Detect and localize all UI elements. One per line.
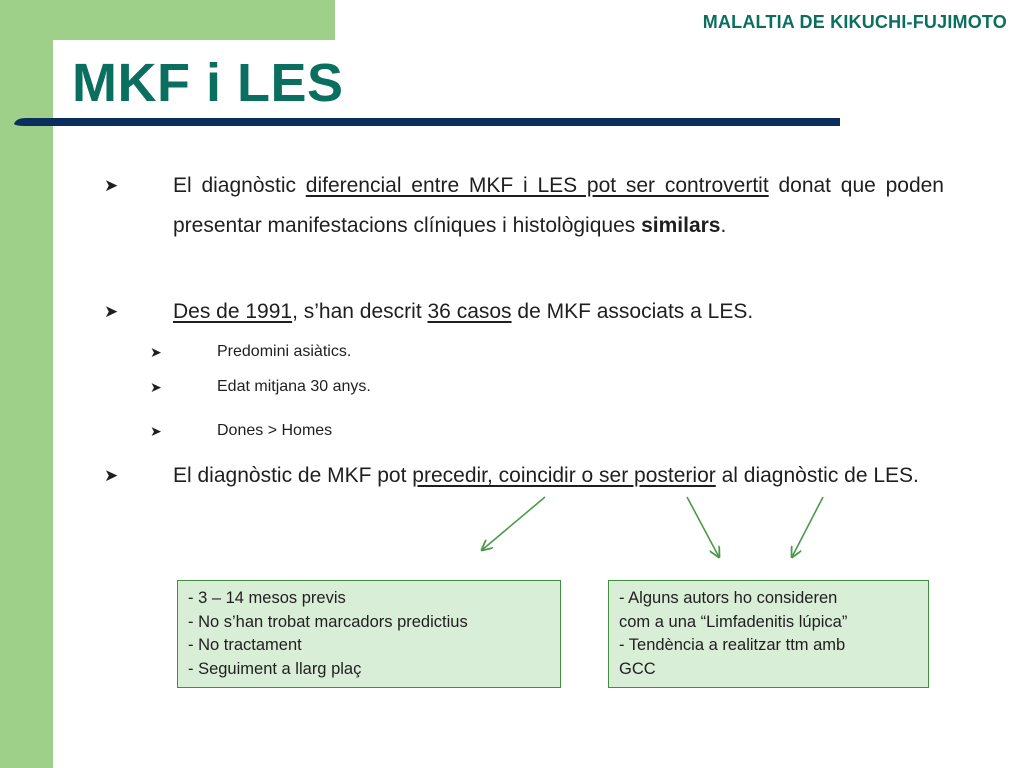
arrowhead-bullet-icon: ➤ bbox=[150, 344, 162, 360]
sub-bullet-text: Dones > Homes bbox=[217, 422, 333, 439]
slide-header-label: MALALTIA DE KIKUCHI-FUJIMOTO bbox=[702, 12, 1007, 32]
bullet-text bbox=[173, 292, 944, 332]
bullet-diagnosis-timing bbox=[104, 456, 944, 496]
note-box-precedes bbox=[177, 580, 561, 688]
sub-bullet-sex-ratio bbox=[150, 420, 332, 442]
note-line: - Seguiment a llarg plaç bbox=[188, 659, 362, 678]
sub-bullet-mean-age bbox=[150, 376, 371, 398]
bullet-text bbox=[173, 166, 944, 246]
note-line: GCC bbox=[619, 659, 656, 678]
bullet-cases-since-1991 bbox=[104, 292, 944, 332]
bullet-text bbox=[173, 456, 944, 496]
arrowhead-bullet-icon: ➤ bbox=[104, 176, 119, 195]
title-underline-rule bbox=[12, 112, 840, 132]
bullet-text-part: El diagnòstic de MKF pot bbox=[173, 464, 413, 487]
note-line: - No s’han trobat marcadors predictius bbox=[188, 612, 468, 631]
bullet-text-part: El diagnòstic bbox=[173, 174, 306, 197]
top-accent-band bbox=[0, 0, 335, 40]
bullet-text-part: de MKF associats a LES. bbox=[511, 300, 754, 323]
bullet-text-part: al diagnòstic de LES. bbox=[715, 464, 919, 487]
sub-bullet-text: Predomini asiàtics. bbox=[217, 343, 352, 360]
arrowhead-bullet-icon: ➤ bbox=[150, 379, 162, 395]
arrowhead-bullet-icon: ➤ bbox=[104, 466, 119, 485]
bullet-text-underlined: 36 casos bbox=[427, 300, 512, 323]
bullet-text-underlined: diferencial entre MKF i LES pot ser controvertit bbox=[305, 174, 769, 197]
bullet-differential-diagnosis bbox=[104, 166, 944, 246]
bullet-text-part: , s’han descrit bbox=[292, 300, 428, 323]
note-box-lupus-lymphadenitis bbox=[608, 580, 929, 688]
note-line: - Alguns autors ho consideren bbox=[619, 589, 838, 607]
note-line: com a una “Limfadenitis lúpica” bbox=[619, 612, 848, 631]
sub-bullet-text: Edat mitjana 30 anys. bbox=[217, 378, 371, 395]
bullet-text-part: donat que poden presentar manifestacions clíniques i histològiques bbox=[173, 174, 944, 237]
note-line: - No tractament bbox=[188, 636, 302, 654]
bullet-text-bold: similars bbox=[641, 214, 721, 237]
note-line: - Tendència a realitzar ttm amb bbox=[619, 636, 846, 654]
bullet-text-part: . bbox=[720, 214, 727, 237]
arrowhead-bullet-icon: ➤ bbox=[150, 423, 162, 439]
sub-bullet-asian-predominance bbox=[150, 341, 351, 363]
arrowhead-bullet-icon: ➤ bbox=[104, 302, 119, 321]
note-line: - 3 – 14 mesos previs bbox=[188, 589, 346, 607]
bullet-text-underlined: Des de 1991 bbox=[173, 300, 293, 323]
slide-title: MKF i LES bbox=[72, 53, 344, 113]
bullet-text-underlined: precedir, coincidir o ser posterior bbox=[412, 464, 716, 487]
